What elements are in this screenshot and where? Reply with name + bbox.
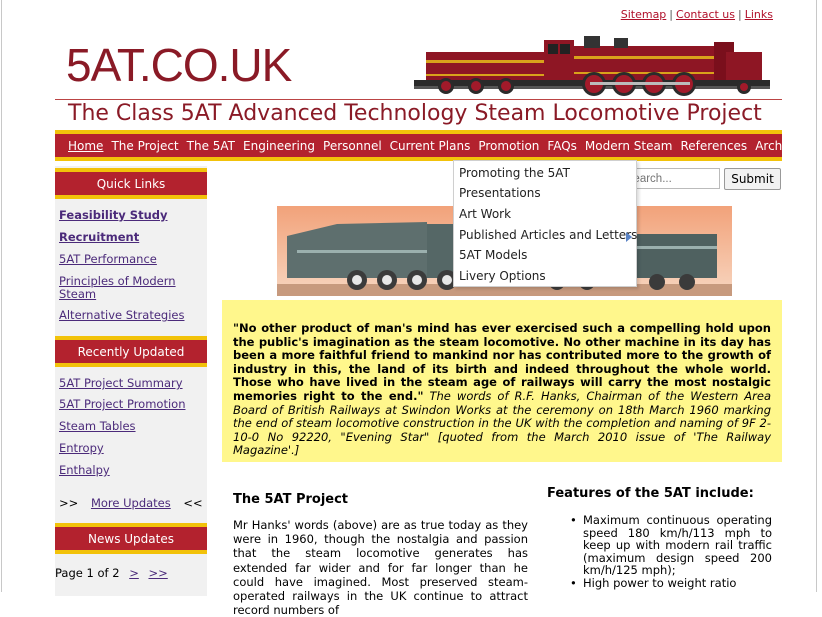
- nav-references[interactable]: References: [680, 138, 748, 153]
- submenu-arrow-icon: [626, 232, 632, 242]
- project-heading: The 5AT Project: [233, 492, 349, 507]
- nav-modern-steam[interactable]: Modern Steam: [584, 138, 673, 153]
- nav-home[interactable]: Home: [68, 138, 104, 153]
- sidebar-link-5at-project-promotion[interactable]: 5AT Project Promotion: [59, 397, 186, 411]
- nav-engineering[interactable]: Engineering: [243, 138, 316, 153]
- nav-archives[interactable]: Archives: [755, 138, 807, 153]
- nav-promotion[interactable]: Promotion: [478, 138, 540, 153]
- menu-item-presentations[interactable]: Presentations: [459, 186, 541, 200]
- feature-item-text: High power to weight ratio: [583, 575, 737, 590]
- page-left-border: [1, 0, 2, 592]
- menu-item-art-work[interactable]: Art Work: [459, 207, 512, 221]
- contact-link[interactable]: Contact us: [676, 8, 736, 21]
- sidebar-link-recruitment[interactable]: Recruitment: [59, 230, 140, 244]
- page-right-border: [816, 0, 817, 592]
- site-subtitle: The Class 5AT Advanced Technology Steam Locomotive Project: [68, 101, 762, 126]
- features-list: [570, 514, 772, 590]
- nav-the-5at[interactable]: The 5AT: [186, 138, 236, 153]
- nav-faqs[interactable]: FAQs: [547, 138, 577, 153]
- links-link[interactable]: Links: [744, 8, 773, 21]
- quote-citation: The words of R.F. Hanks, Chairman of the Western Area Board of British Railways at Swindon Works at the ceremony on 18th March 1960 marking the end of steam locomotive construction in the UK with the completion and naming of 9F 2-10-0 No 92220, "Evening Star" [quoted from the March 2010 issue of 'The Railway Magazine'.]: [233, 388, 771, 458]
- more-updates-suffix: <<: [183, 496, 203, 510]
- sidebar-link-5at-project-summary[interactable]: 5AT Project Summary: [59, 376, 183, 390]
- site-logo[interactable]: 5AT.CO.UK: [66, 39, 292, 91]
- quote-text: "No other product of man's mind has ever exercised such a compelling hold upon the public's imagination as the steam locomotive. No other machine in its day has been a more faithful friend to mankind nor has contributed more to the growth of industry in this, the land of its birth and indeed throughout the whole world. Those who have lived in the steam age of railways will carry the most nostalgic memories right to the end.": [233, 321, 771, 403]
- sidebar-link-principles-of-modern-steam[interactable]: Principles of Modern Steam: [59, 274, 176, 301]
- sidebar-link-entropy[interactable]: Entropy: [59, 441, 104, 455]
- menu-item-livery-options[interactable]: Livery Options: [459, 269, 546, 283]
- more-updates-row: [59, 496, 203, 510]
- next-page-link[interactable]: >: [129, 566, 139, 580]
- feature-item: [570, 577, 772, 590]
- last-page-link[interactable]: >>: [148, 566, 168, 580]
- locomotive-illustration: [414, 30, 770, 100]
- more-updates-link[interactable]: More Updates: [90, 496, 171, 510]
- menu-item-published-articles-and-letters[interactable]: Published Articles and Letters: [459, 228, 638, 242]
- project-body: Mr Hanks' words (above) are as true today as they were in 1960, though the nostalgia and passion that the steam locomotive generates has extended far wider and for far longer than he could have imagined. Most preserved steam-operated railways in the UK continue to attract record numbers of: [233, 518, 528, 617]
- menu-item-promoting-the-5at[interactable]: Promoting the 5AT: [459, 166, 570, 180]
- feature-item: • Maximum continuous operating speed 180 km/h/113 mph to keep up with modern rail traffic (maximum design speed 200 km/h/125 mph);: [570, 514, 772, 577]
- main-nav: [55, 130, 807, 161]
- nav-personnel[interactable]: Personnel: [323, 138, 382, 153]
- features-heading: Features of the 5AT include:: [547, 486, 754, 501]
- promotion-dropdown-menu: [453, 160, 637, 287]
- news-pagination: [55, 566, 168, 580]
- divider: |: [669, 8, 674, 21]
- more-updates-prefix: >>: [59, 496, 79, 510]
- divider: |: [738, 8, 742, 21]
- quick-links-heading: Quick Links: [55, 168, 207, 199]
- sidebar-link-alternative-strategies[interactable]: Alternative Strategies: [59, 308, 185, 322]
- sitemap-link[interactable]: Sitemap: [620, 8, 667, 21]
- sidebar-link-5at-performance[interactable]: 5AT Performance: [59, 252, 157, 266]
- menu-item-5at-models[interactable]: 5AT Models: [459, 248, 528, 262]
- nav-current-plans[interactable]: Current Plans: [389, 138, 471, 153]
- sidebar-link-enthalpy[interactable]: Enthalpy: [59, 463, 110, 477]
- sidebar-link-steam-tables[interactable]: Steam Tables: [59, 419, 136, 433]
- top-links: [621, 8, 773, 21]
- sidebar-link-feasibility-study[interactable]: Feasibility Study: [59, 208, 168, 222]
- submit-button[interactable]: Submit: [724, 168, 781, 190]
- quote-box: [222, 300, 782, 462]
- recently-updated-heading: Recently Updated: [55, 336, 207, 367]
- news-updates-heading: News Updates: [55, 523, 207, 554]
- page-info: Page 1 of 2: [55, 566, 120, 580]
- nav-the-project[interactable]: The Project: [111, 138, 179, 153]
